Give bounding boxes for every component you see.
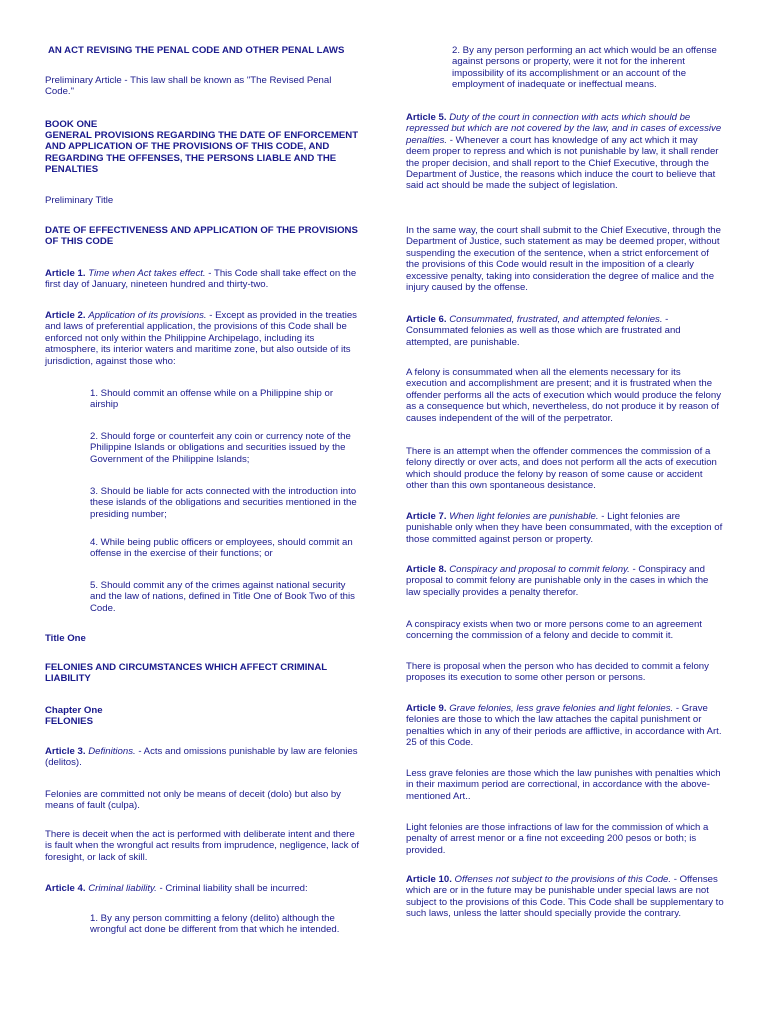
- preliminary-article: Preliminary Article - This law shall be known as "The Revised Penal Code.": [45, 75, 332, 98]
- article-title: Offenses not subject to the provisions of this Code.: [454, 874, 672, 885]
- article-10: [406, 874, 724, 920]
- article-label: Article 9.: [406, 703, 447, 714]
- preliminary-title: Preliminary Title: [45, 195, 114, 206]
- article-8-paragraph: There is proposal when the person who has decided to commit a felony proposes its execution to some other person or persons.: [406, 661, 709, 684]
- article-text: - Offenses which are or in the future may be punishable under special laws are not subject to the provisions of this Code. This Code shall be supplementary to such laws, unless the latter should specially provide the contrary.: [406, 874, 724, 920]
- list-item: 4. While being public officers or employees, should commit an offense in the exercise of their functions; or: [90, 537, 353, 560]
- article-text: - Criminal liability shall be incurred:: [156, 883, 308, 894]
- article-title: Definitions.: [88, 746, 136, 757]
- book-one-label: BOOK ONE: [45, 119, 98, 130]
- article-9-paragraph: Less grave felonies are those which the law punishes with penalties which in their maximum period are correctional, in accordance with the above-mentioned Art..: [406, 768, 721, 802]
- chapter-felonies: FELONIES: [45, 716, 93, 727]
- article-title: Criminal liability.: [88, 883, 157, 894]
- date-heading: DATE OF EFFECTIVENESS AND APPLICATION OF THE PROVISIONS OF THIS CODE: [45, 225, 358, 248]
- list-item: 5. Should commit any of the crimes against national security and the law of nations, defined in Title One of Book Two of this Code.: [90, 580, 355, 614]
- article-title: Conspiracy and proposal to commit felony.: [449, 564, 630, 575]
- article-label: Article 7.: [406, 511, 447, 522]
- article-6-paragraph: There is an attempt when the offender commences the commission of a felony directly or over acts, and does not perform all the acts of execution which should produce the felony by reason of some cause or accident other than this own spontaneous desistance.: [406, 446, 717, 492]
- article-8: [406, 564, 724, 598]
- article-text: - Grave felonies are those to which the law attaches the capital punishment or penalties which in any of their periods are afflictive, in accordance with Art. 25 of this Code.: [406, 703, 722, 749]
- felonies-heading: FELONIES AND CIRCUMSTANCES WHICH AFFECT CRIMINAL LIABILITY: [45, 662, 327, 685]
- article-title: When light felonies are punishable.: [449, 511, 599, 522]
- article-text: - Conspiracy and proposal to commit felony are punishable only in the cases in which the law specially provides a penalty therefor.: [406, 564, 709, 598]
- title-one: Title One: [45, 633, 86, 644]
- article-label: Article 4.: [45, 883, 86, 894]
- article-9: [406, 703, 724, 749]
- article-title: Time when Act takes effect.: [88, 268, 206, 279]
- list-item: 1. By any person committing a felony (delito) although the wrongful act done be different from that which he intended.: [90, 913, 340, 936]
- article-5-paragraph: In the same way, the court shall submit to the Chief Executive, through the Department of Justice, such statement as may be deemed proper, without suspending the execution of the sentence, when a strict enforcement of the provisions of this Code would result in the imposition of a clearly excessive penalty, taking into consideration the degree of malice and the injury caused by the offense.: [406, 225, 721, 294]
- article-8-paragraph: A conspiracy exists when two or more persons come to an agreement concerning the commission of a felony and decide to commit it.: [406, 619, 702, 642]
- article-label: Article 10.: [406, 874, 452, 885]
- book-one-title: GENERAL PROVISIONS REGARDING THE DATE OF ENFORCEMENT AND APPLICATION OF THE PROVISIONS OF THIS CODE, AND REGARDING THE OFFENSES, THE PERSONS LIABLE AND THE PENALTIES: [45, 130, 359, 176]
- article-label: Article 8.: [406, 564, 447, 575]
- article-3: [45, 746, 363, 769]
- article-9-paragraph: Light felonies are those infractions of law for the commission of which a penalty of arrest menor or a fine not exceeding 200 pesos or both; is provided.: [406, 822, 709, 856]
- article-3-paragraph: Felonies are committed not only be means of deceit (dolo) but also by means of fault (culpa).: [45, 789, 341, 812]
- article-title: Grave felonies, less grave felonies and light felonies.: [449, 703, 674, 714]
- article-text: - Consummated felonies as well as those which are frustrated and attempted, are punishable.: [406, 314, 681, 348]
- article-1: [45, 268, 363, 291]
- article-label: Article 6.: [406, 314, 447, 325]
- list-item: 3. Should be liable for acts connected with the introduction into these islands of the obligations and securities mentioned in the presiding number;: [90, 486, 357, 520]
- article-6-paragraph: A felony is consummated when all the elements necessary for its execution and accomplishment are present; and it is frustrated when the offender performs all the acts of execution which would produce the felony as a consequence but which, nevertheless, do not produce it by reason of causes independent of the will of the perpetrator.: [406, 367, 722, 424]
- article-text: - Except as provided in the treaties and laws of preferential application, the provisions of this Code shall be enforced not only within the Philippine Archipelago, including its atmosphere, its interior waters and maritime zone, but also outside of its jurisdiction, against those who:: [45, 310, 357, 367]
- list-item: 1. Should commit an offense while on a Philippine ship or airship: [90, 388, 334, 411]
- chapter-one: Chapter One: [45, 705, 103, 716]
- article-text: - Whenever a court has knowledge of any act which it may deem proper to repress and which is not punishable by law, it shall render the proper decision, and shall report to the Chief Executive, through the Department of Justice, the reasons which induce the court to believe that said act should be made the subject of legislation.: [406, 134, 719, 192]
- list-item: 2. By any person performing an act which would be an offense against persons or property, were it not for the inherent impossibility of its accomplishment or an account of the employment of inadequate or ineffectual means.: [452, 45, 717, 91]
- article-3-paragraph: There is deceit when the act is performed with deliberate intent and there is fault when the wrongful act results from imprudence, negligence, lack of foresight, or lack of skill.: [45, 829, 360, 863]
- article-5: [406, 112, 724, 192]
- article-label: Article 1.: [45, 268, 86, 279]
- article-6: [406, 314, 724, 348]
- article-label: Article 2.: [45, 310, 86, 321]
- article-title: Duty of the court in connection with acts which should be repressed but which are not covered by the law, and in cases of excessive penalties.: [406, 112, 722, 146]
- article-4: [45, 883, 363, 894]
- article-title: Application of its provisions.: [88, 310, 207, 321]
- article-title: Consummated, frustrated, and attempted felonies.: [449, 314, 663, 325]
- article-label: Article 3.: [45, 746, 86, 757]
- list-item: 2. Should forge or counterfeit any coin or currency note of the Philippine Islands or obligations and securities issued by the Government of the Philippine Islands;: [90, 431, 351, 465]
- article-text: - Acts and omissions punishable by law are felonies (delitos).: [45, 746, 358, 769]
- article-label: Article 5.: [406, 112, 447, 123]
- article-text: - This Code shall take effect on the first day of January, nineteen hundred and thirty-two.: [45, 268, 357, 291]
- article-7: [406, 511, 724, 545]
- act-title: AN ACT REVISING THE PENAL CODE AND OTHER PENAL LAWS: [48, 45, 345, 56]
- article-2: [45, 310, 363, 367]
- article-text: - Light felonies are punishable only when they have been consummated, with the exception of those committed against person or property.: [406, 511, 723, 545]
